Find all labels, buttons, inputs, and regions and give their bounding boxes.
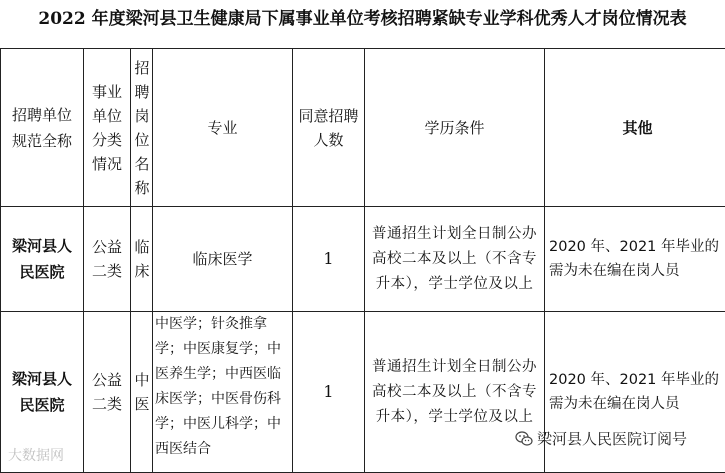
cell-position: 临床 bbox=[131, 207, 153, 312]
cell-other: 2020 年、2021 年毕业的需为未在编在岗人员 bbox=[545, 207, 725, 312]
header-unit: 招聘单位规范全称 bbox=[1, 49, 84, 207]
cell-education: 普通招生计划全日制公办高校二本及以上（不含专升本），学士学位及以上 bbox=[365, 207, 545, 312]
watermark-left: 大数据网 bbox=[8, 445, 64, 465]
header-education: 学历条件 bbox=[365, 49, 545, 207]
header-category: 事业单位分类情况 bbox=[84, 49, 131, 207]
watermark-right-text: 梁河县人民医院订阅号 bbox=[537, 428, 687, 449]
cell-major: 临床医学 bbox=[153, 207, 293, 312]
cell-unit: 梁河县人民医院 bbox=[1, 207, 84, 312]
cell-count: 1 bbox=[293, 207, 365, 312]
cell-unit: 梁河县人民医院 bbox=[1, 312, 84, 473]
cell-count: 1 bbox=[293, 312, 365, 473]
page-title: 2022 年度梁河县卫生健康局下属事业单位考核招聘紧缺专业学科优秀人才岗位情况表 bbox=[0, 0, 725, 38]
positions-table bbox=[0, 48, 725, 473]
header-other: 其他 bbox=[545, 49, 725, 207]
cell-category: 公益二类 bbox=[84, 207, 131, 312]
cell-category: 公益二类 bbox=[84, 312, 131, 473]
header-position: 招聘岗位名称 bbox=[131, 49, 153, 207]
watermark-right bbox=[515, 428, 687, 449]
header-major: 专业 bbox=[153, 49, 293, 207]
table-header-row bbox=[1, 49, 725, 207]
cell-other: 2020 年、2021 年毕业的需为未在编在岗人员 bbox=[545, 312, 725, 473]
table-row bbox=[1, 207, 725, 312]
header-count: 同意招聘人数 bbox=[293, 49, 365, 207]
cell-major: 中医学；针灸推拿学；中医康复学；中医养生学；中西医临床医学；中医骨伤科学；中医儿科学；中西医结合 bbox=[153, 312, 293, 473]
wechat-icon bbox=[515, 430, 533, 448]
cell-position: 中医 bbox=[131, 312, 153, 473]
cell-education: 普通招生计划全日制公办高校二本及以上（不含专升本），学士学位及以上 bbox=[365, 312, 545, 473]
